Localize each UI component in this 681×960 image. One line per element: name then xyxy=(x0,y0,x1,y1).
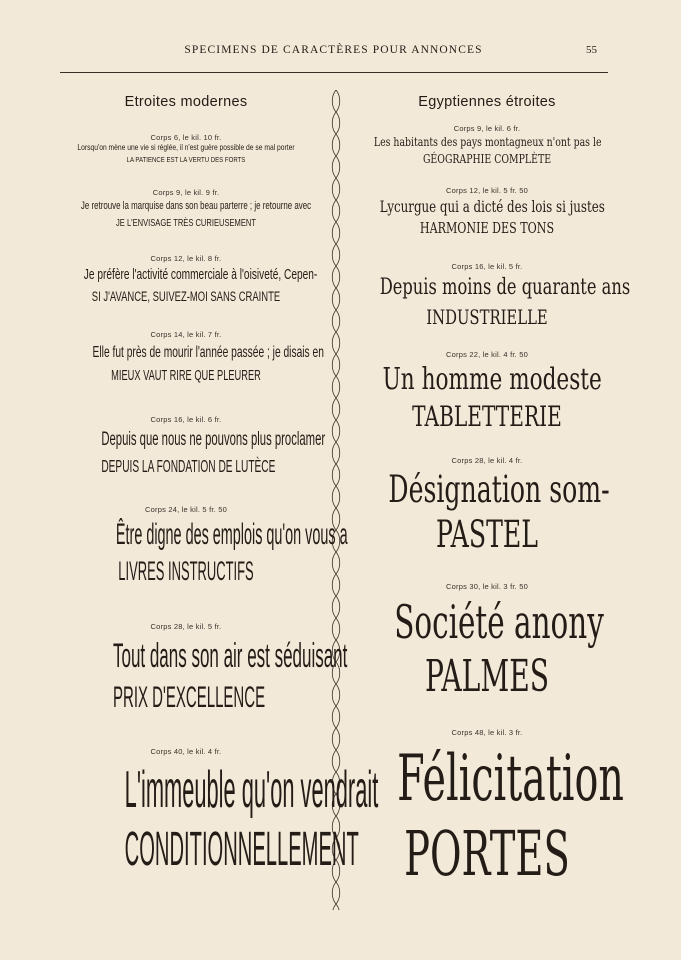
specimen-lowercase-line: Je préfère l'activité commerciale à l'oisiveté, Cepen- xyxy=(83,267,318,283)
specimen-capitals-line: PALMES xyxy=(424,651,550,702)
specimen-capitals-line: LA PATIENCE EST LA VERTU DES FORTS xyxy=(126,155,246,165)
specimen-block xyxy=(40,133,332,164)
specimen-block xyxy=(342,350,632,431)
specimen-corps-label: Corps 14, le kil. 7 fr. xyxy=(150,330,222,339)
specimen-capitals-line: INDUSTRIELLE xyxy=(426,305,548,329)
specimen-block xyxy=(40,622,348,714)
specimen-block xyxy=(40,747,379,876)
specimen-capitals-line: SI J'AVANCE, SUIVEZ-MOI SANS CRAINTE xyxy=(91,288,281,304)
specimen-lowercase-line: Lorsqu'on mène une vie si réglée, il n'est guère possible de se mal porter xyxy=(77,143,295,152)
specimen-corps-label: Corps 9, le kil. 6 fr. xyxy=(453,124,521,133)
specimen-capitals-line: GÉOGRAPHIE COMPLÈTE xyxy=(422,152,552,166)
specimen-block xyxy=(342,728,632,890)
specimen-lowercase-line: Un homme modeste xyxy=(382,362,602,397)
specimen-corps-label: Corps 9, le kil. 9 fr. xyxy=(152,188,220,197)
specimen-block xyxy=(40,505,348,586)
specimen-capitals-line: CONDITIONNELLEMENT xyxy=(124,823,359,876)
specimen-corps-label: Corps 48, le kil. 3 fr. xyxy=(451,728,523,737)
specimen-corps-label: Corps 16, le kil. 5 fr. xyxy=(451,262,523,271)
specimen-lowercase-line: L'immeuble qu'on vendrait xyxy=(124,761,379,819)
specimen-lowercase-line: Désignation som- xyxy=(388,468,610,511)
specimen-corps-label: Corps 28, le kil. 4 fr. xyxy=(451,456,523,465)
specimen-block xyxy=(342,456,632,556)
left-column-title: Etroites modernes xyxy=(124,94,248,110)
header-rule xyxy=(60,72,608,73)
specimen-lowercase-line: Elle fut près de mourir l'année passée ; je disais en xyxy=(92,344,324,361)
specimen-capitals-line: PORTES xyxy=(404,817,570,890)
specimen-capitals-line: DEPUIS LA FONDATION DE LUTÈCE xyxy=(101,455,276,476)
specimen-capitals-line: PASTEL xyxy=(436,513,538,556)
specimen-corps-label: Corps 12, le kil. 8 fr. xyxy=(150,254,222,263)
specimen-corps-label: Corps 12, le kil. 5 fr. 50 xyxy=(446,186,528,195)
specimen-block xyxy=(40,415,332,475)
specimen-capitals-line: PRIX D'EXCELLENCE xyxy=(113,681,266,714)
specimen-corps-label: Corps 22, le kil. 4 fr. 50 xyxy=(446,350,528,359)
specimen-lowercase-line: Société anony xyxy=(394,595,604,649)
left-column xyxy=(40,90,379,876)
specimen-block xyxy=(342,582,632,702)
specimen-corps-label: Corps 40, le kil. 4 fr. xyxy=(150,747,222,756)
specimen-lowercase-line: Depuis que nous ne pouvons plus proclamer xyxy=(101,428,326,450)
specimen-corps-label: Corps 24, le kil. 5 fr. 50 xyxy=(145,505,227,514)
page-number: 55 xyxy=(586,44,597,56)
right-column xyxy=(342,90,632,890)
specimen-lowercase-line: Tout dans son air est séduisant xyxy=(113,637,348,675)
page-header-title: SPECIMENS DE CARACTÈRES POUR ANNONCES xyxy=(184,44,483,56)
specimen-block xyxy=(40,330,332,384)
specimen-capitals-line: LIVRES INSTRUCTIFS xyxy=(118,556,254,586)
specimen-lowercase-line: Les habitants des pays montagneux n'ont pas le xyxy=(373,135,602,149)
specimen-lowercase-line: Depuis moins de quarante ans xyxy=(379,275,631,300)
specimen-lowercase-line: Félicitation xyxy=(397,742,624,816)
specimen-capitals-line: JE L'ENVISAGE TRÈS CURIEUSEMENT xyxy=(116,217,256,229)
specimen-block xyxy=(40,254,332,303)
specimen-corps-label: Corps 16, le kil. 6 fr. xyxy=(150,415,222,424)
specimen-capitals-line: MIEUX VAUT RIRE QUE PLEURER xyxy=(111,368,261,384)
specimen-block xyxy=(342,186,632,236)
specimen-capitals-line: TABLETTERIE xyxy=(412,400,562,433)
specimen-block xyxy=(342,124,632,165)
specimen-capitals-line: HARMONIE DES TONS xyxy=(419,219,555,237)
specimen-corps-label: Corps 30, le kil. 3 fr. 50 xyxy=(446,582,528,591)
specimen-block xyxy=(40,188,332,229)
specimen-lowercase-line: Être digne des emplois qu'on vous a xyxy=(115,518,348,551)
specimen-corps-label: Corps 6, le kil. 10 fr. xyxy=(150,133,222,142)
right-column-title: Egyptiennes étroites xyxy=(418,94,556,110)
specimen-block xyxy=(342,262,632,327)
specimen-corps-label: Corps 28, le kil. 5 fr. xyxy=(150,622,222,631)
specimen-lowercase-line: Je retrouve la marquise dans son beau parterre ; je retourne avec xyxy=(80,200,312,212)
specimen-lowercase-line: Lycurgue qui a dicté des lois si justes xyxy=(379,197,605,216)
